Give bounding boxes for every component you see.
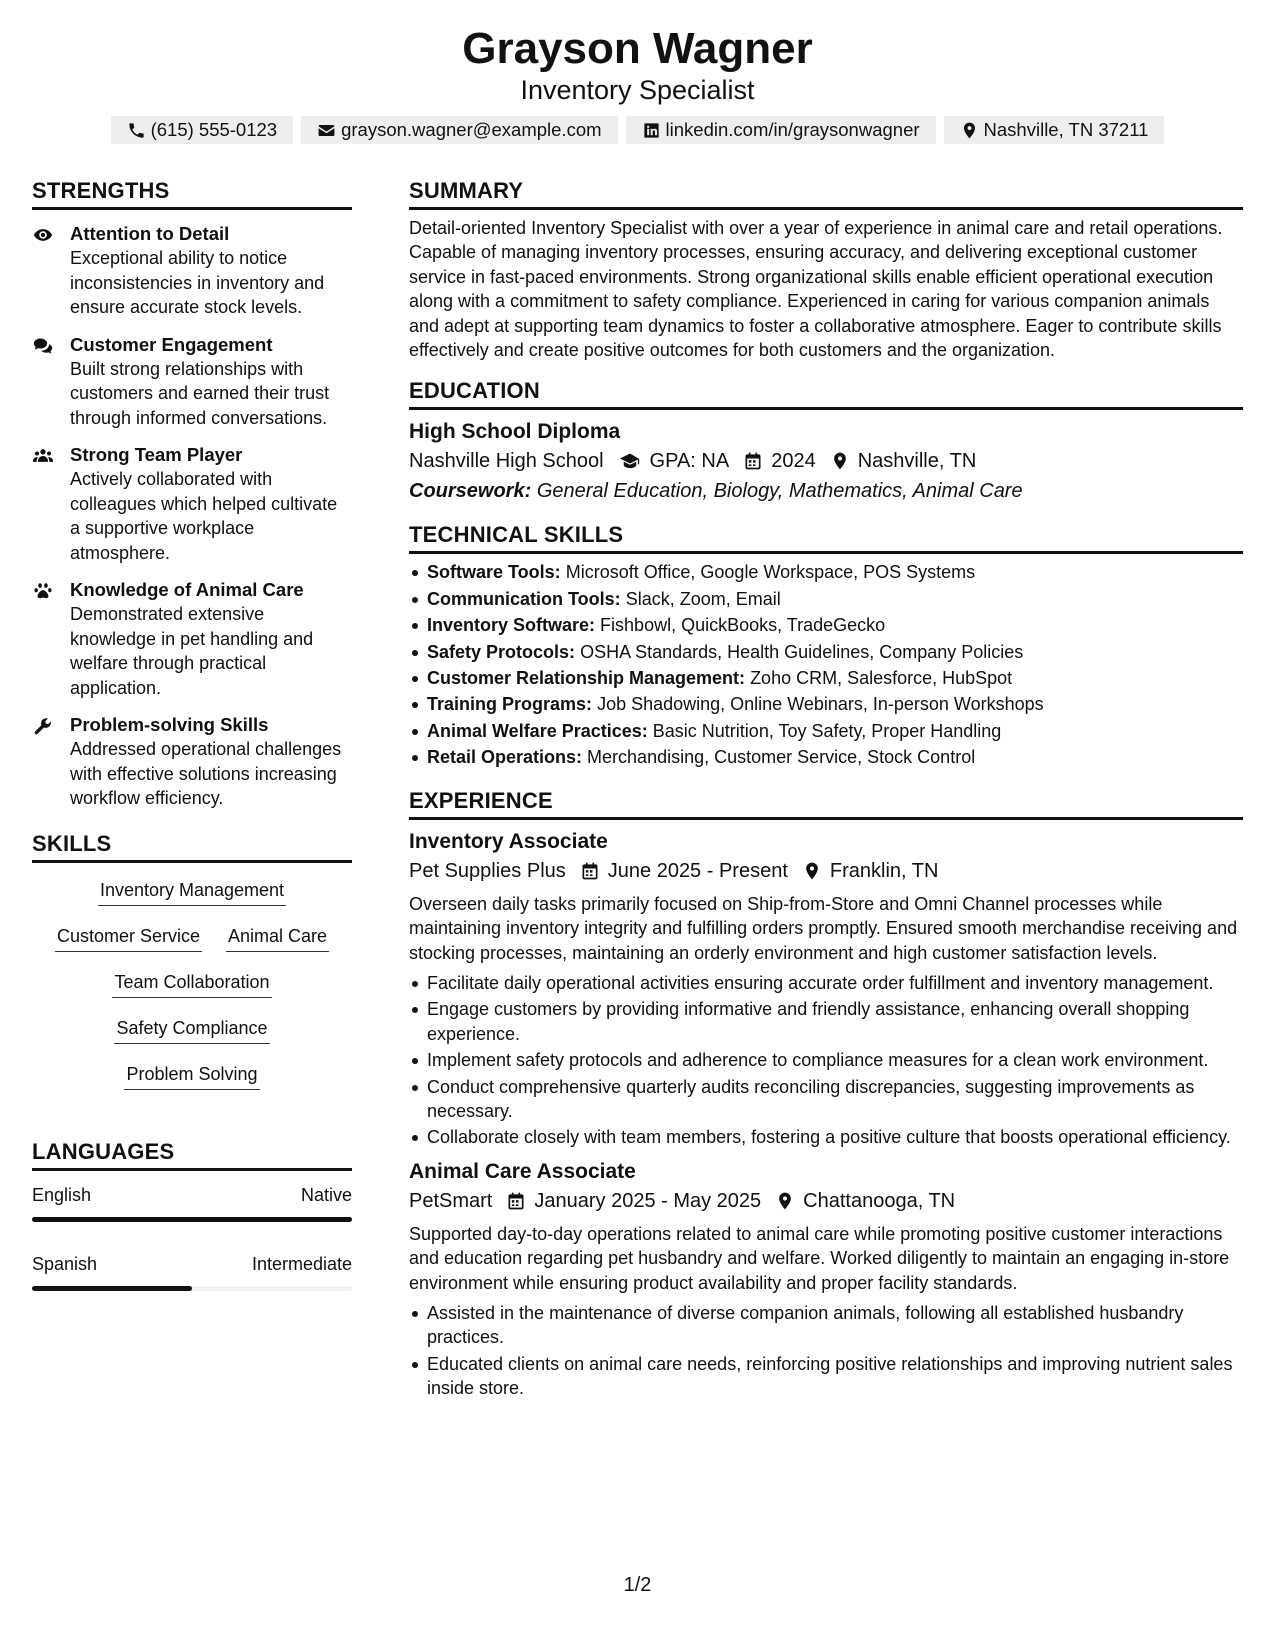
job-location: Chattanooga, TN [803,1189,956,1212]
coursework-text: General Education, Biology, Mathematics, Animal Care [536,480,1023,503]
skills-title: SKILLS [32,829,352,863]
skills-list [32,877,352,1107]
tech-skill-value: Job Shadowing, Online Webinars, In-person Workshops [597,694,1044,715]
strength-desc: Exceptional ability to notice inconsistencies in inventory and ensure accurate stock levels. [70,248,325,317]
strength-item [32,713,352,811]
map-pin-icon [775,1191,795,1211]
coursework-label: Coursework: [409,480,532,503]
tech-skill-value: Zoho CRM, Salesforce, HubSpot [750,668,1013,689]
linkedin-icon [642,121,661,140]
list-item [409,640,1243,664]
list-item [409,587,1243,611]
list-item [409,692,1243,716]
list-item: Engage customers by providing informative and friendly assistance, enhancing overall shopping experience. [409,997,1243,1046]
tech-skill-label: Customer Relationship Management: [427,668,746,689]
language-level: Native [300,1184,352,1205]
job-description: Supported day-to-day operations related to animal care while promoting positive customer interactions and education regarding pet husbandry and welfare. Worked diligently to maintain an engaging in-store environment while ensuring product availability and proper facility standards. [409,1223,1230,1293]
calendar-icon [743,451,763,471]
job-company: Pet Supplies Plus [409,859,566,882]
language-bar-fill [32,1286,192,1291]
strength-desc: Built strong relationships with customers and earned their trust through informed conversations. [70,358,330,428]
job-bullets [409,971,1243,1150]
contact-email[interactable] [301,116,617,144]
strength-item [32,578,352,700]
education-school: Nashville High School [409,450,604,473]
list-item [409,560,1243,584]
languages-list [32,1183,352,1291]
list-item [409,719,1243,743]
job-title: Inventory Associate [409,829,608,853]
job-meta [409,1186,1243,1216]
language-bar [32,1286,352,1291]
job-title: Animal Care Associate [409,1159,636,1183]
technical-skills-title: TECHNICAL SKILLS [409,520,1243,554]
page-number: 1/2 [623,1574,652,1596]
education-location: Nashville, TN [857,450,977,473]
strength-title: Customer Engagement [70,333,273,355]
map-pin-icon [960,121,979,140]
candidate-name: Grayson Wagner [462,24,813,73]
tech-skill-label: Safety Protocols: [427,641,576,662]
map-pin-icon [830,451,850,471]
tech-skill-label: Inventory Software: [427,615,596,636]
list-item: Educated clients on animal care needs, reinforcing positive relationships and improving nutrient sales inside store. [409,1352,1243,1401]
candidate-role: Inventory Specialist [520,75,755,105]
contact-linkedin[interactable] [626,116,936,144]
language-bar-fill [32,1217,352,1222]
job-dates: January 2025 - May 2025 [534,1189,762,1212]
left-column [32,176,352,1321]
comments-icon [32,336,54,356]
technical-skills-list [409,560,1243,769]
tech-skill-value: Fishbowl, QuickBooks, TradeGecko [600,615,886,636]
tech-skill-value: Merchandising, Customer Service, Stock Control [587,747,976,768]
tech-skill-value: Microsoft Office, Google Workspace, POS Systems [565,562,976,583]
summary-text: Detail-oriented Inventory Specialist with over a year of experience in animal care and retail operations. Capable of managing inventory processes, ensuring accuracy, and delivering exceptional customer service in fast-paced environments. Strong organizational skills enable efficient operational execution along with a commitment to safety compliance. Experienced in caring for various companion animals and adept at supporting team dynamics to foster a collaborative atmosphere. Eager to contribute skills effectively and create positive outcomes for both customers and the organization. [409,218,1223,361]
language-level: Intermediate [251,1253,352,1274]
job-location: Franklin, TN [829,859,939,882]
resume-header [0,20,1275,144]
job-bullets [409,1301,1243,1401]
tech-skill-value: Slack, Zoom, Email [625,588,781,609]
list-item [409,745,1243,769]
contact-phone[interactable] [111,116,294,144]
experience-item [409,828,1243,1150]
list-item: Facilitate daily operational activities ensuring accurate order fulfillment and inventory management. [409,971,1243,995]
education-degree: High School Diploma [409,420,621,444]
strength-title: Strong Team Player [70,444,243,465]
list-item: Assisted in the maintenance of diverse companion animals, following all established husbandry practices. [409,1301,1243,1350]
envelope-icon [317,121,336,140]
tech-skill-value: OSHA Standards, Health Guidelines, Company Policies [580,641,1024,662]
job-description: Overseen daily tasks primarily focused on Ship-from-Store and Omni Channel processes while maintaining inventory integrity and fulfilling orders promptly. Ensured smooth merchandise receiving and stocking processes, maintaining an orderly environment and high customer satisfaction levels. [409,893,1238,963]
tech-skill-label: Animal Welfare Practices: [427,720,648,741]
list-item [409,666,1243,690]
graduation-cap-icon [618,451,642,471]
right-column [409,176,1243,1409]
location-text: Nashville, TN 37211 [983,119,1149,140]
experience-title: EXPERIENCE [409,786,1243,820]
summary-title: SUMMARY [409,176,1243,210]
list-item [409,613,1243,637]
strengths-list [32,222,352,811]
language-name: Spanish [32,1253,98,1274]
eye-icon [32,225,54,245]
tech-skill-label: Software Tools: [427,562,561,583]
education-meta [409,446,1243,476]
strength-title: Problem-solving Skills [70,714,269,735]
job-meta [409,856,1243,886]
skill-tag: Inventory Management [98,877,286,906]
skill-tag: Team Collaboration [112,969,271,998]
tech-skill-value: Basic Nutrition, Toy Safety, Proper Handling [652,720,1002,741]
skill-tag: Safety Compliance [114,1015,269,1044]
job-company: PetSmart [409,1189,493,1212]
language-bar [32,1217,352,1222]
phone-icon [127,121,146,140]
skill-tag: Customer Service [55,923,202,952]
contact-location [944,116,1165,144]
map-pin-icon [802,861,822,881]
tech-skill-label: Training Programs: [427,694,593,715]
languages-title: LANGUAGES [32,1137,352,1171]
strength-item [32,222,352,320]
strength-item [32,333,352,431]
language-row [32,1183,352,1207]
list-item: Collaborate closely with team members, fostering a positive culture that boosts operational efficiency. [409,1125,1243,1149]
strength-desc: Demonstrated extensive knowledge in pet handling and welfare through practical application. [70,604,314,698]
wrench-icon [32,716,54,736]
phone-text: (615) 555-0123 [150,119,278,140]
calendar-icon [506,1191,526,1211]
skill-tag: Animal Care [226,923,329,952]
strengths-title: STRENGTHS [32,176,352,210]
list-item: Conduct comprehensive quarterly audits reconciling discrepancies, suggesting improvements as necessary. [409,1075,1243,1124]
strength-title: Attention to Detail [70,223,230,244]
language-name: English [32,1184,92,1205]
strength-desc: Addressed operational challenges with effective solutions increasing workflow efficiency. [70,739,342,808]
users-icon [32,446,54,466]
education-year: 2024 [771,450,816,473]
strength-title: Knowledge of Animal Care [70,579,304,600]
paw-icon [32,581,54,601]
strength-item [32,443,352,565]
job-dates: June 2025 - Present [607,859,788,882]
calendar-icon [580,861,600,881]
language-row [32,1252,352,1276]
education-title: EDUCATION [409,376,1243,410]
contact-bar [0,116,1275,144]
experience-item [409,1158,1243,1401]
strength-desc: Actively collaborated with colleagues which helped cultivate a supportive workplace atmosphere. [70,469,338,563]
linkedin-text: linkedin.com/in/graysonwagner [665,119,920,140]
education-coursework [409,476,1243,506]
skill-tag: Problem Solving [124,1061,259,1090]
education-gpa: GPA: NA [649,450,730,473]
list-item: Implement safety protocols and adherence to compliance measures for a clean work environment. [409,1048,1243,1072]
email-text: grayson.wagner@example.com [341,119,602,140]
tech-skill-label: Retail Operations: [427,747,583,768]
tech-skill-label: Communication Tools: [427,588,621,609]
